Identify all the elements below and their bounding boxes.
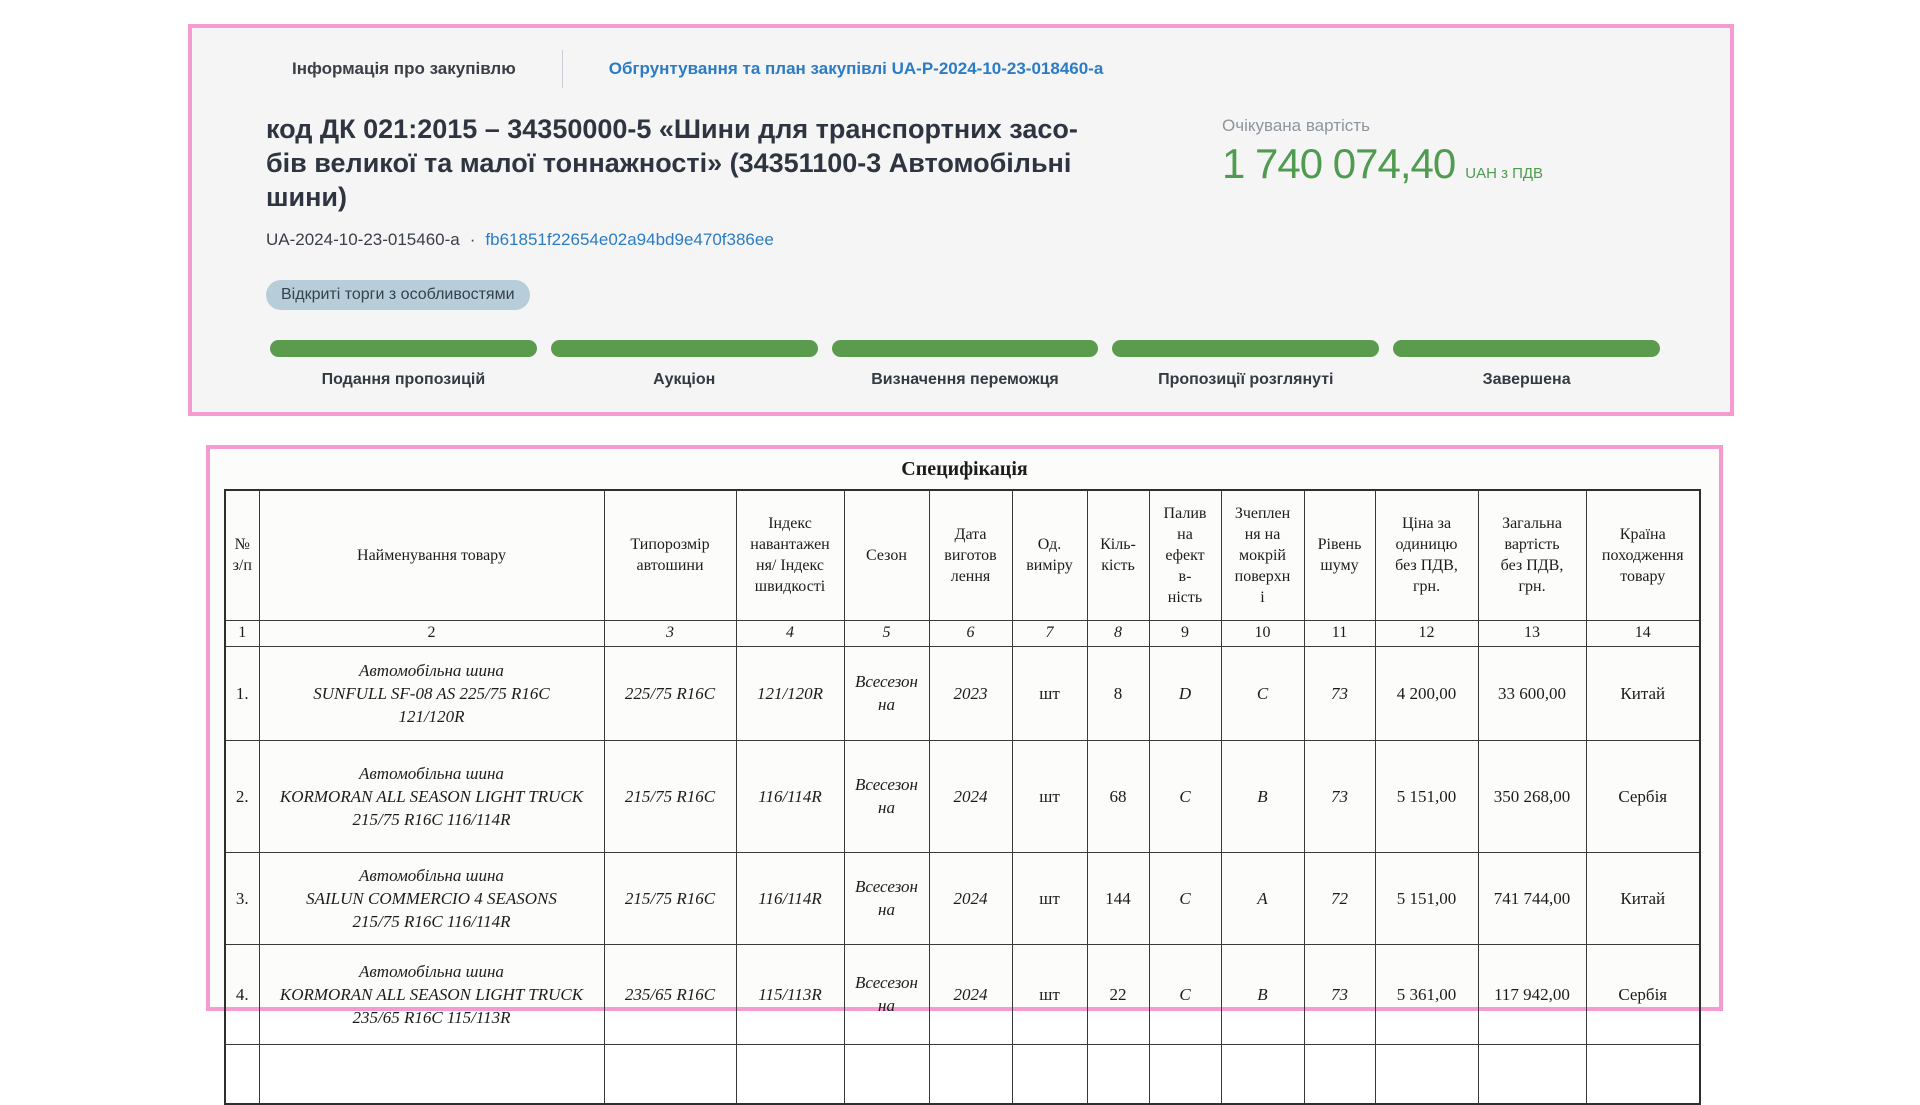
spec-row — [225, 740, 1700, 852]
spec-cell: Всесезон на — [844, 646, 929, 740]
spec-cell: 5 361,00 — [1375, 944, 1478, 1044]
spec-cell: Сербія — [1586, 944, 1700, 1044]
tabs — [292, 50, 1103, 88]
spec-cell: шт — [1012, 852, 1087, 944]
stage-label: Завершена — [1482, 371, 1571, 388]
spec-cell: 116/114R — [736, 740, 844, 852]
spec-cell — [929, 1044, 1012, 1104]
spec-cell: шт — [1012, 646, 1087, 740]
tender-hash-link[interactable]: fb61851f22654e02a94bd9e470f386ee — [485, 230, 774, 249]
spec-cell: 72 — [1304, 852, 1375, 944]
spec-column-header: Зчеплен ня на мокрій поверхн і — [1221, 490, 1304, 620]
specification-title: Специфікація — [901, 458, 1028, 480]
spec-cell: Китай — [1586, 852, 1700, 944]
spec-cell: Всесезон на — [844, 852, 929, 944]
spec-cell: 1. — [225, 646, 259, 740]
specification-table — [224, 489, 1701, 1105]
spec-cell: Всесезон на — [844, 740, 929, 852]
tender-id: UA-2024-10-23-015460-a — [266, 230, 460, 249]
spec-cell — [1304, 1044, 1375, 1104]
badge-row — [266, 280, 530, 310]
procedure-type-badge: Відкриті торги з особливостями — [266, 280, 530, 310]
spec-cell: 144 — [1087, 852, 1149, 944]
spec-cell: 5 151,00 — [1375, 852, 1478, 944]
stage-label: Визначення переможця — [871, 371, 1059, 388]
specification-card — [206, 445, 1723, 1027]
spec-column-number: 1 — [225, 620, 259, 646]
spec-cell: B — [1221, 944, 1304, 1044]
spec-column-header: Індекс навантажен ня/ Індекс швидкості — [736, 490, 844, 620]
stage-label: Подання пропозицій — [321, 371, 486, 388]
spec-cell: 22 — [1087, 944, 1149, 1044]
stage-progress-bar — [270, 340, 537, 357]
spec-cell: 2. — [225, 740, 259, 852]
spec-column-header: Найменування товару — [259, 490, 604, 620]
spec-cell: C — [1149, 852, 1221, 944]
spec-cell: 73 — [1304, 646, 1375, 740]
spec-column-header: Загальна вартість без ПДВ, грн. — [1478, 490, 1586, 620]
stage-item — [1393, 340, 1660, 389]
stage-progress-bar — [832, 340, 1099, 357]
spec-cell: шт — [1012, 944, 1087, 1044]
spec-column-header: Кіль- кість — [1087, 490, 1149, 620]
spec-column-header: Ціна за одиницю без ПДВ, грн. — [1375, 490, 1478, 620]
stage-item — [551, 340, 818, 389]
tab-divider — [562, 50, 563, 88]
tender-title-line: код ДК 021:2015 – 34350000-5 «Шини для транспортних засо- — [266, 114, 1078, 144]
spec-column-number: 3 — [604, 620, 736, 646]
spec-column-number: 14 — [1586, 620, 1700, 646]
spec-column-header: Палив на ефект в- ність — [1149, 490, 1221, 620]
scanned-document — [210, 458, 1719, 1105]
spec-cell: B — [1221, 740, 1304, 852]
spec-cell: 73 — [1304, 944, 1375, 1044]
tender-title — [266, 112, 1078, 214]
spec-cell: 73 — [1304, 740, 1375, 852]
spec-column-number: 7 — [1012, 620, 1087, 646]
spec-cell: C — [1149, 944, 1221, 1044]
stage-progress-bar — [1393, 340, 1660, 357]
spec-header-row — [225, 490, 1700, 620]
tender-reference-row — [266, 230, 774, 250]
spec-cell: 225/75 R16C — [604, 646, 736, 740]
spec-cell: 8 — [1087, 646, 1149, 740]
spec-column-header: Рівень шуму — [1304, 490, 1375, 620]
spec-cell: Автомобільна шина SAILUN COMMERCIO 4 SEASONS 215/75 R16C 116/114R — [259, 852, 604, 944]
spec-cell — [1221, 1044, 1304, 1104]
spec-cell: D — [1149, 646, 1221, 740]
spec-cell: 215/75 R16C — [604, 852, 736, 944]
stage-item — [832, 340, 1099, 389]
spec-column-header: Дата виготов лення — [929, 490, 1012, 620]
spec-cell: A — [1221, 852, 1304, 944]
spec-cell — [604, 1044, 736, 1104]
spec-column-number: 2 — [259, 620, 604, 646]
spec-cell: 4 200,00 — [1375, 646, 1478, 740]
spec-cell: C — [1221, 646, 1304, 740]
spec-row — [225, 646, 1700, 740]
spec-cell: 68 — [1087, 740, 1149, 852]
spec-column-header: Сезон — [844, 490, 929, 620]
spec-cell: C — [1149, 740, 1221, 852]
spec-column-number: 12 — [1375, 620, 1478, 646]
spec-cell: 235/65 R16C — [604, 944, 736, 1044]
spec-cell: 2023 — [929, 646, 1012, 740]
stage-progress-bar — [1112, 340, 1379, 357]
spec-row — [225, 944, 1700, 1044]
spec-cell: 121/120R — [736, 646, 844, 740]
spec-column-number: 11 — [1304, 620, 1375, 646]
spec-cell: Автомобільна шина SUNFULL SF-08 AS 225/75 R16C 121/120R — [259, 646, 604, 740]
spec-cell: 2024 — [929, 740, 1012, 852]
spec-cell — [1375, 1044, 1478, 1104]
spec-cell: 350 268,00 — [1478, 740, 1586, 852]
tab-justification-plan-link[interactable]: Обгрунтування та план закупівлі UA-P-2024-10-23-018460-a — [608, 59, 1104, 78]
spec-cell: Автомобільна шина KORMORAN ALL SEASON LIGHT TRUCK 215/75 R16C 116/114R — [259, 740, 604, 852]
spec-cell: 115/113R — [736, 944, 844, 1044]
spec-cell: 741 744,00 — [1478, 852, 1586, 944]
tender-title-line: бів великої та малої тоннажності» (34351100-3 Автомобільні — [266, 148, 1072, 178]
spec-row-partial — [225, 1044, 1700, 1104]
spec-cell: 117 942,00 — [1478, 944, 1586, 1044]
spec-column-number: 13 — [1478, 620, 1586, 646]
spec-row — [225, 852, 1700, 944]
spec-column-number-row — [225, 620, 1700, 646]
stage-label: Пропозиції розглянуті — [1158, 371, 1334, 388]
progress-stages — [270, 340, 1660, 389]
spec-column-number: 8 — [1087, 620, 1149, 646]
spec-cell — [736, 1044, 844, 1104]
spec-cell: Всесезон на — [844, 944, 929, 1044]
spec-cell: 33 600,00 — [1478, 646, 1586, 740]
spec-cell: 2024 — [929, 852, 1012, 944]
stage-item — [1112, 340, 1379, 389]
spec-cell: 2024 — [929, 944, 1012, 1044]
spec-cell: 116/114R — [736, 852, 844, 944]
spec-cell: шт — [1012, 740, 1087, 852]
expected-value-block — [1222, 116, 1543, 188]
tender-card — [188, 24, 1734, 416]
spec-cell — [1012, 1044, 1087, 1104]
spec-cell — [1149, 1044, 1221, 1104]
spec-cell: 4. — [225, 944, 259, 1044]
expected-value-amount: 1 740 074,40 — [1222, 140, 1456, 187]
spec-cell — [259, 1044, 604, 1104]
spec-cell — [225, 1044, 259, 1104]
spec-column-header: Країна походження товару — [1586, 490, 1700, 620]
spec-column-header: Типорозмір автошини — [604, 490, 736, 620]
spec-cell: Китай — [1586, 646, 1700, 740]
expected-value-currency: UAH з ПДВ — [1465, 165, 1544, 182]
spec-cell: 215/75 R16C — [604, 740, 736, 852]
spec-column-header: Од. виміру — [1012, 490, 1087, 620]
spec-cell: Сербія — [1586, 740, 1700, 852]
spec-column-number: 9 — [1149, 620, 1221, 646]
stage-progress-bar — [551, 340, 818, 357]
spec-cell: Автомобільна шина KORMORAN ALL SEASON LIGHT TRUCK 235/65 R16C 115/113R — [259, 944, 604, 1044]
spec-column-number: 6 — [929, 620, 1012, 646]
spec-column-number: 10 — [1221, 620, 1304, 646]
stage-item — [270, 340, 537, 389]
spec-cell — [1586, 1044, 1700, 1104]
stage-label: Аукціон — [653, 371, 716, 388]
spec-cell — [1087, 1044, 1149, 1104]
spec-cell — [1478, 1044, 1586, 1104]
spec-column-number: 4 — [736, 620, 844, 646]
spec-cell: 3. — [225, 852, 259, 944]
spec-column-header: № з/п — [225, 490, 259, 620]
spec-column-number: 5 — [844, 620, 929, 646]
separator-dot: · — [469, 230, 476, 249]
tender-title-line: шини) — [266, 182, 347, 212]
spec-cell: 5 151,00 — [1375, 740, 1478, 852]
spec-cell — [844, 1044, 929, 1104]
tab-purchase-info[interactable]: Інформація про закупівлю — [292, 59, 516, 78]
expected-value-label: Очікувана вартість — [1222, 116, 1370, 135]
